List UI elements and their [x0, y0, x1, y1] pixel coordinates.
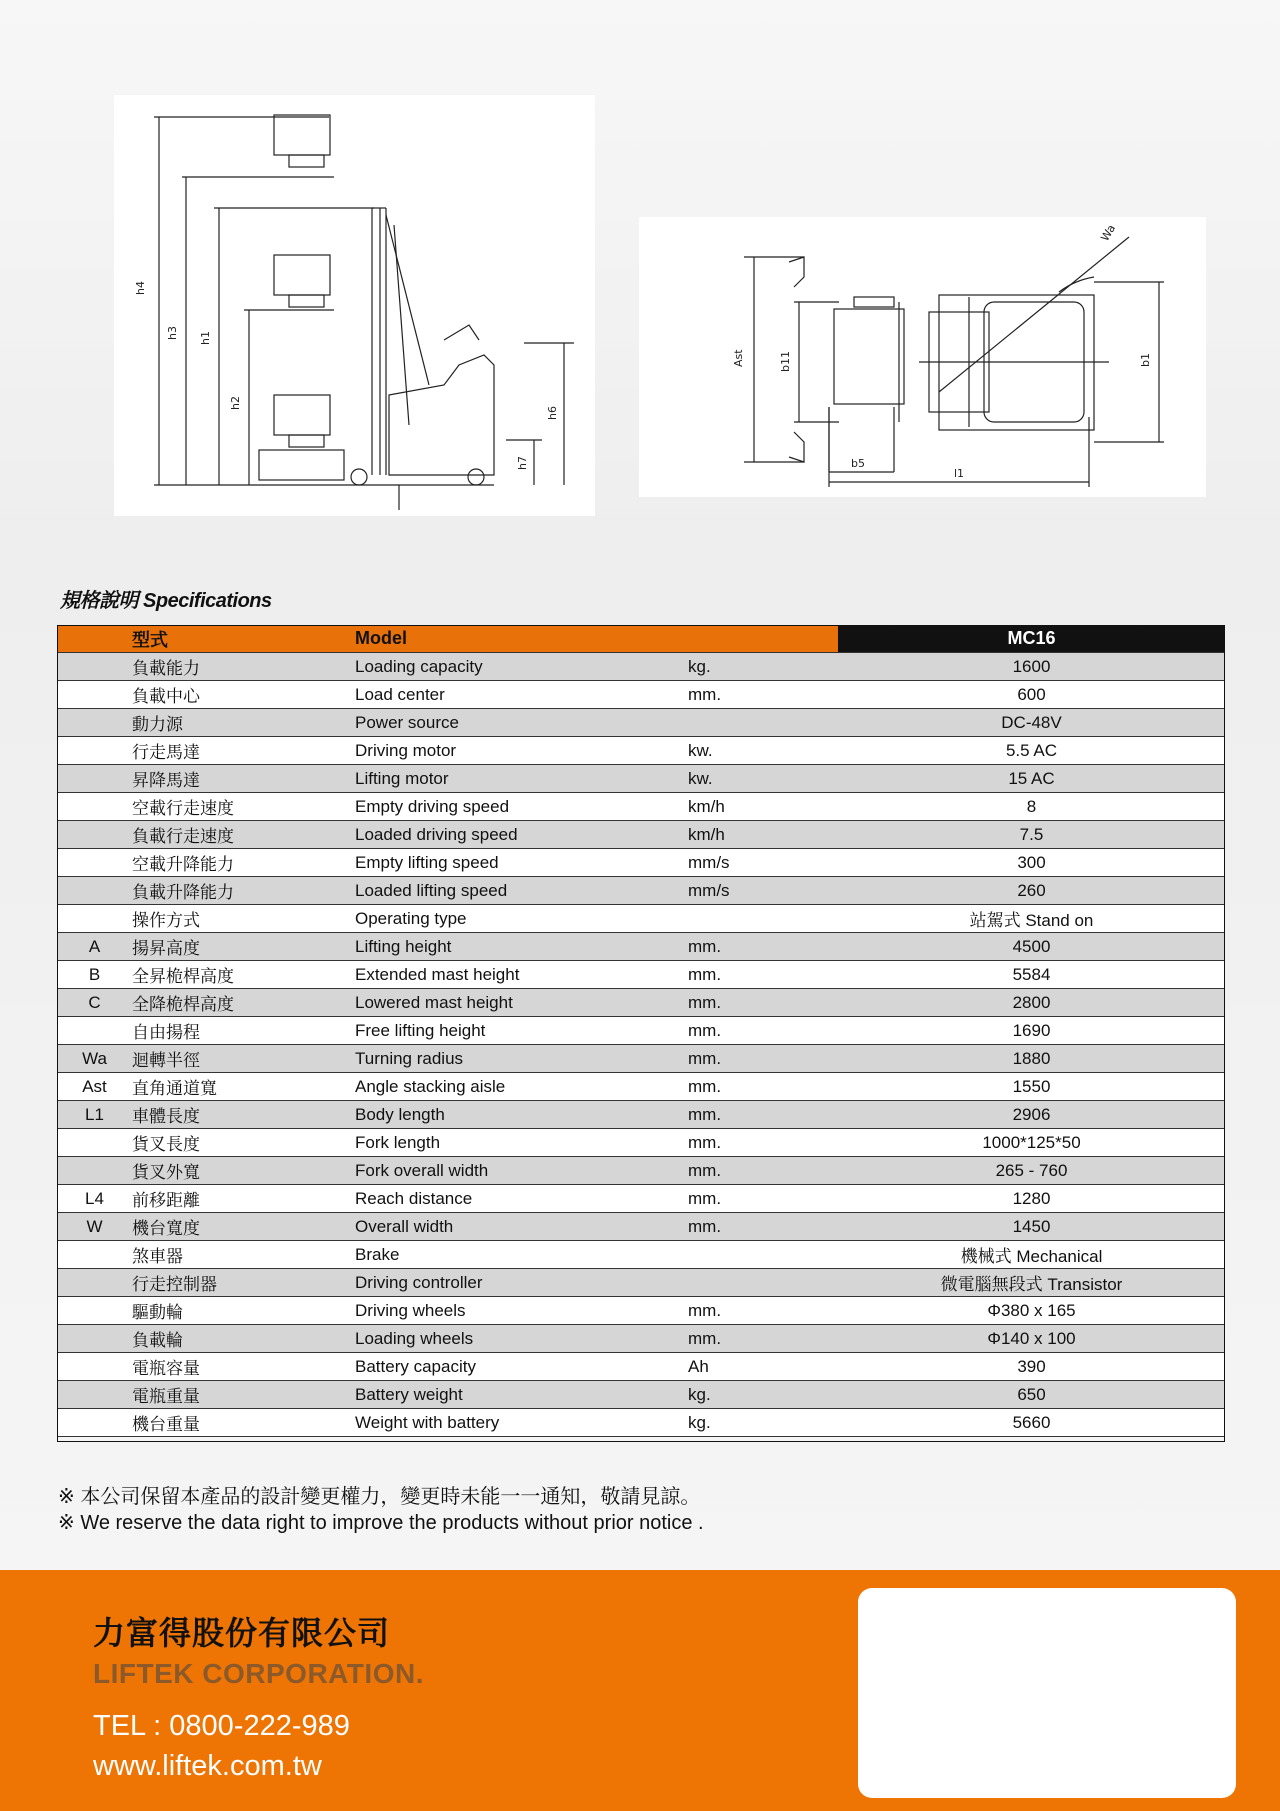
cell-zh: 驅動輪: [132, 1297, 355, 1325]
cell-value: 260: [838, 877, 1225, 905]
table-row: [57, 1325, 1225, 1353]
dim-label-b1: b1: [1139, 353, 1152, 367]
cell-value: DC-48V: [838, 709, 1225, 737]
cell-code: [57, 1409, 132, 1437]
cell-code: [57, 1269, 132, 1297]
cell-unit: mm.: [688, 1129, 838, 1157]
dim-label-b11: b11: [779, 351, 792, 372]
table-row: [57, 821, 1225, 849]
cell-value: 600: [838, 681, 1225, 709]
top-view-svg: [639, 217, 1206, 497]
cell-unit: kw.: [688, 765, 838, 793]
cell-zh: 煞車器: [132, 1241, 355, 1269]
table-row: [57, 1269, 1225, 1297]
table-row: [57, 653, 1225, 681]
cell-zh: 貨叉外寬: [132, 1157, 355, 1185]
table-row: [57, 961, 1225, 989]
cell-unit: [688, 709, 838, 737]
side-elevation-drawing: [114, 95, 595, 516]
cell-code: [57, 653, 132, 681]
cell-value: 5660: [838, 1409, 1225, 1437]
dim-label-wa: Wa: [1098, 222, 1119, 244]
table-row: [57, 877, 1225, 905]
table-row: [57, 1213, 1225, 1241]
dim-label-b5: b5: [851, 457, 865, 470]
cell-en: Free lifting height: [355, 1017, 688, 1045]
table-row: [57, 1297, 1225, 1325]
cell-code: [57, 793, 132, 821]
cell-value: 1280: [838, 1185, 1225, 1213]
table-row: [57, 681, 1225, 709]
cell-unit: mm.: [688, 1325, 838, 1353]
dim-label-h4: h4: [134, 281, 147, 295]
cell-en: Angle stacking aisle: [355, 1073, 688, 1101]
dim-label-ast: Ast: [732, 349, 745, 367]
cell-value: 1550: [838, 1073, 1225, 1101]
cell-en: Lifting height: [355, 933, 688, 961]
dim-label-h7: h7: [516, 456, 529, 470]
cell-zh: 電瓶容量: [132, 1353, 355, 1381]
table-row: [57, 933, 1225, 961]
company-name-english: LIFTEK CORPORATION.: [93, 1658, 424, 1689]
cell-value: 5584: [838, 961, 1225, 989]
cell-zh: 空載升降能力: [132, 849, 355, 877]
section-title: 規格說明 Specifications: [60, 590, 272, 612]
dim-label-h6: h6: [546, 406, 559, 420]
table-row: [57, 1101, 1225, 1129]
cell-zh: 負載中心: [132, 681, 355, 709]
telephone: TEL : 0800-222-989: [93, 1710, 350, 1742]
table-row: [57, 709, 1225, 737]
header-zh: 型式: [132, 625, 355, 653]
cell-en: Power source: [355, 709, 688, 737]
cell-code: W: [57, 1213, 132, 1241]
cell-code: [57, 709, 132, 737]
cell-unit: mm.: [688, 1297, 838, 1325]
cell-en: Battery capacity: [355, 1353, 688, 1381]
cell-unit: mm.: [688, 1101, 838, 1129]
website-link[interactable]: www.liftek.com.tw: [93, 1750, 322, 1782]
table-row: [57, 1185, 1225, 1213]
cell-en: Load center: [355, 681, 688, 709]
cell-value: 1450: [838, 1213, 1225, 1241]
cell-en: Driving motor: [355, 737, 688, 765]
cell-zh: 空載行走速度: [132, 793, 355, 821]
cell-zh: 負載行走速度: [132, 821, 355, 849]
cell-code: [57, 1353, 132, 1381]
cell-zh: 貨叉長度: [132, 1129, 355, 1157]
cell-en: Lifting motor: [355, 765, 688, 793]
cell-zh: 負載升降能力: [132, 877, 355, 905]
table-row: [57, 1157, 1225, 1185]
dim-label-h1: h1: [199, 331, 212, 345]
cell-value: 1600: [838, 653, 1225, 681]
company-name-chinese: 力富得股份有限公司: [93, 1615, 391, 1651]
cell-en: Loading capacity: [355, 653, 688, 681]
cell-value: Φ140 x 100: [838, 1325, 1225, 1353]
cell-code: Wa: [57, 1045, 132, 1073]
cell-en: Lowered mast height: [355, 989, 688, 1017]
cell-unit: mm/s: [688, 877, 838, 905]
cell-value: 1000*125*50: [838, 1129, 1225, 1157]
cell-code: L4: [57, 1185, 132, 1213]
cell-zh: 負載能力: [132, 653, 355, 681]
cell-en: Extended mast height: [355, 961, 688, 989]
cell-value: 2800: [838, 989, 1225, 1017]
cell-en: Brake: [355, 1241, 688, 1269]
cell-value: 650: [838, 1381, 1225, 1409]
cell-unit: [688, 1269, 838, 1297]
cell-zh: 迴轉半徑: [132, 1045, 355, 1073]
table-row: [57, 989, 1225, 1017]
table-row: [57, 793, 1225, 821]
cell-en: Overall width: [355, 1213, 688, 1241]
cell-code: [57, 1325, 132, 1353]
table-row: [57, 1241, 1225, 1269]
cell-unit: [688, 905, 838, 933]
cell-code: [57, 737, 132, 765]
cell-unit: mm.: [688, 1017, 838, 1045]
cell-code: [57, 1129, 132, 1157]
cell-unit: kg.: [688, 1409, 838, 1437]
cell-unit: km/h: [688, 821, 838, 849]
cell-unit: mm.: [688, 1073, 838, 1101]
cell-unit: mm.: [688, 933, 838, 961]
cell-code: [57, 877, 132, 905]
table-row: [57, 1409, 1225, 1437]
cell-en: Body length: [355, 1101, 688, 1129]
dealer-stamp-box: [858, 1588, 1236, 1798]
cell-unit: Ah: [688, 1353, 838, 1381]
cell-en: Driving controller: [355, 1269, 688, 1297]
cell-value: 8: [838, 793, 1225, 821]
table-row: [57, 1017, 1225, 1045]
table-row: [57, 1045, 1225, 1073]
notice-chinese: ※ 本公司保留本產品的設計變更權力，變更時未能一一通知，敬請見諒。: [58, 1486, 701, 1508]
cell-zh: 機台寬度: [132, 1213, 355, 1241]
cell-zh: 前移距離: [132, 1185, 355, 1213]
cell-value: 1690: [838, 1017, 1225, 1045]
cell-unit: [688, 1241, 838, 1269]
cell-en: Weight with battery: [355, 1409, 688, 1437]
cell-value: 5.5 AC: [838, 737, 1225, 765]
cell-en: Turning radius: [355, 1045, 688, 1073]
dim-label-h3: h3: [166, 326, 179, 340]
cell-code: [57, 681, 132, 709]
cell-value: 4500: [838, 933, 1225, 961]
cell-unit: mm.: [688, 1157, 838, 1185]
cell-value: 300: [838, 849, 1225, 877]
cell-code: [57, 1241, 132, 1269]
cell-zh: 全降桅桿高度: [132, 989, 355, 1017]
cell-code: [57, 1157, 132, 1185]
cell-unit: km/h: [688, 793, 838, 821]
cell-zh: 揚昇高度: [132, 933, 355, 961]
cell-en: Loaded driving speed: [355, 821, 688, 849]
cell-unit: mm.: [688, 681, 838, 709]
table-row: [57, 1381, 1225, 1409]
cell-code: [57, 1381, 132, 1409]
cell-value: 微電腦無段式 Transistor: [838, 1269, 1225, 1297]
cell-value: 265 - 760: [838, 1157, 1225, 1185]
table-row: [57, 1129, 1225, 1157]
table-row: [57, 849, 1225, 877]
cell-code: [57, 905, 132, 933]
cell-zh: 動力源: [132, 709, 355, 737]
cell-value: Φ380 x 165: [838, 1297, 1225, 1325]
cell-en: Operating type: [355, 905, 688, 933]
cell-value: 1880: [838, 1045, 1225, 1073]
cell-en: Fork overall width: [355, 1157, 688, 1185]
cell-zh: 行走控制器: [132, 1269, 355, 1297]
table-body: [57, 653, 1225, 1437]
cell-zh: 負載輪: [132, 1325, 355, 1353]
cell-zh: 直角通道寬: [132, 1073, 355, 1101]
cell-en: Empty lifting speed: [355, 849, 688, 877]
cell-zh: 電瓶重量: [132, 1381, 355, 1409]
cell-code: L1: [57, 1101, 132, 1129]
cell-zh: 行走馬達: [132, 737, 355, 765]
cell-unit: mm.: [688, 961, 838, 989]
cell-code: [57, 821, 132, 849]
cell-en: Empty driving speed: [355, 793, 688, 821]
cell-en: Fork length: [355, 1129, 688, 1157]
cell-zh: 操作方式: [132, 905, 355, 933]
cell-unit: kg.: [688, 1381, 838, 1409]
cell-zh: 車體長度: [132, 1101, 355, 1129]
cell-en: Driving wheels: [355, 1297, 688, 1325]
header-code: [57, 625, 132, 653]
cell-code: [57, 1297, 132, 1325]
cell-code: [57, 849, 132, 877]
footer: [0, 1570, 1280, 1811]
table-row: [57, 1353, 1225, 1381]
header-model: MC16: [838, 625, 1225, 653]
cell-value: 15 AC: [838, 765, 1225, 793]
cell-zh: 全昇桅桿高度: [132, 961, 355, 989]
cell-unit: mm.: [688, 1045, 838, 1073]
cell-code: [57, 765, 132, 793]
cell-code: [57, 1017, 132, 1045]
cell-zh: 機台重量: [132, 1409, 355, 1437]
cell-unit: mm/s: [688, 849, 838, 877]
cell-en: Battery weight: [355, 1381, 688, 1409]
cell-en: Reach distance: [355, 1185, 688, 1213]
table-row: [57, 1073, 1225, 1101]
cell-en: Loaded lifting speed: [355, 877, 688, 905]
table-header-row: [57, 625, 1225, 653]
table-row: [57, 765, 1225, 793]
specifications-table: [57, 625, 1225, 1437]
table-row: [57, 737, 1225, 765]
cell-unit: mm.: [688, 989, 838, 1017]
dim-label-l1: l1: [954, 467, 965, 480]
cell-unit: kw.: [688, 737, 838, 765]
cell-unit: kg.: [688, 653, 838, 681]
cell-unit: mm.: [688, 1185, 838, 1213]
cell-value: 390: [838, 1353, 1225, 1381]
dim-label-h2: h2: [229, 396, 242, 410]
cell-zh: 昇降馬達: [132, 765, 355, 793]
cell-value: 機械式 Mechanical: [838, 1241, 1225, 1269]
cell-zh: 自由揚程: [132, 1017, 355, 1045]
cell-value: 7.5: [838, 821, 1225, 849]
header-unit: [688, 625, 838, 653]
cell-value: 站駕式 Stand on: [838, 905, 1225, 933]
cell-code: A: [57, 933, 132, 961]
table-row: [57, 905, 1225, 933]
notice-english: ※ We reserve the data right to improve the products without prior notice .: [58, 1512, 704, 1534]
cell-unit: mm.: [688, 1213, 838, 1241]
cell-en: Loading wheels: [355, 1325, 688, 1353]
cell-code: B: [57, 961, 132, 989]
header-en: Model: [355, 625, 688, 653]
cell-code: C: [57, 989, 132, 1017]
side-elevation-svg: [114, 95, 595, 516]
top-view-drawing: [639, 217, 1206, 497]
cell-value: 2906: [838, 1101, 1225, 1129]
cell-code: Ast: [57, 1073, 132, 1101]
